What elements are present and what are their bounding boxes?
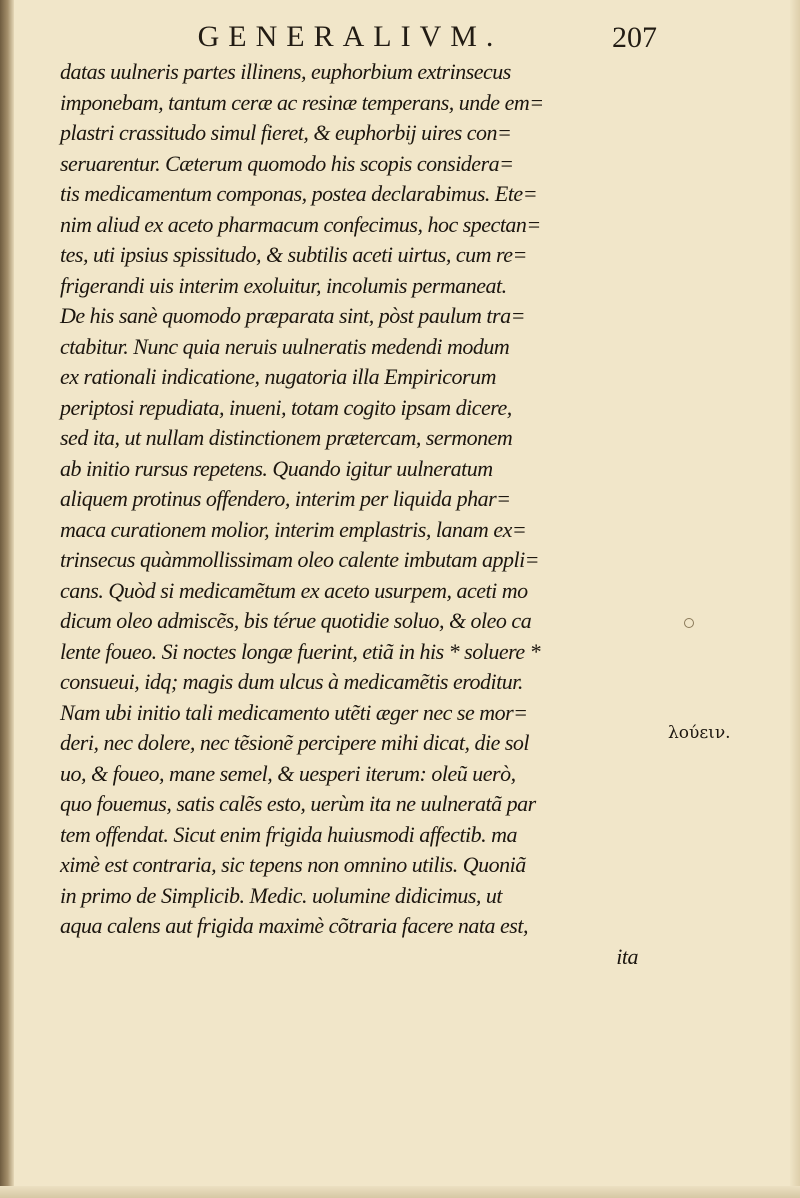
text-line: tes, uti ipsius spissitudo, & subtilis aceti uirtus, cum re= bbox=[60, 242, 527, 267]
body-text bbox=[60, 57, 660, 972]
text-line: De his sanè quomodo præparata sint, pòst paulum tra= bbox=[60, 303, 525, 328]
text-line: deri, nec dolere, nec tẽsionẽ percipere mihi dicat, die sol bbox=[60, 730, 530, 755]
page-edge-bottom bbox=[0, 1186, 800, 1198]
page-edge-right bbox=[790, 0, 800, 1198]
catchword: ita bbox=[616, 943, 638, 969]
text-line: seruarentur. Cæterum quomodo his scopis considera= bbox=[60, 150, 514, 176]
text-line: in primo de Simplicib. Medic. uolumine didicimus, ut bbox=[60, 882, 503, 908]
text-line: tem offendat. Sicut enim frigida huiusmodi affectib. ma bbox=[60, 821, 518, 847]
text-line: nim aliud ex aceto pharmacum confecimus, hoc spectan= bbox=[60, 211, 541, 237]
text-line: dicum oleo admiscẽs, bis térue quotidie soluo, & oleo ca bbox=[60, 608, 532, 633]
text-line: aliquem protinus offendero, interim per liquida phar= bbox=[60, 486, 511, 511]
text-line: maca curationem molior, interim emplastris, lanam ex= bbox=[60, 516, 527, 542]
text-line: aqua calens aut frigida maximè cõtraria facere nata est, bbox=[60, 913, 528, 938]
text-line: lente foueo. Si noctes longæ fuerint, etiã in his * soluere * bbox=[60, 638, 541, 664]
text-line: ex rationali indicatione, nugatoria illa Empiricorum bbox=[60, 364, 496, 389]
text-line: sed ita, ut nullam distinctionem prætercam, sermonem bbox=[60, 425, 513, 450]
text-line: ctabitur. Nunc quia neruis uulneratis medendi modum bbox=[60, 333, 510, 359]
text-line: plastri crassitudo simul fieret, & euphorbij uires con= bbox=[60, 120, 512, 145]
text-line: ab initio rursus repetens. Quando igitur uulneratum bbox=[60, 455, 493, 481]
text-line: frigerandi uis interim exoluitur, incolumis permaneat. bbox=[60, 272, 507, 298]
text-line: tis medicamentum componas, postea declarabimus. Ete= bbox=[60, 181, 538, 206]
text-line: imponebam, tantum ceræ ac resinæ temperans, unde em= bbox=[60, 89, 544, 115]
page-number: 207 bbox=[612, 21, 657, 54]
text-line: ximè est contraria, sic tepens non omnino utilis. Quoniã bbox=[60, 852, 526, 877]
text-line: consueui, idq; magis dum ulcus à medicamẽtis eroditur. bbox=[60, 669, 523, 694]
text-line: trinsecus quàmmollissimam oleo calente imbutam appli= bbox=[60, 547, 540, 572]
text-line: Nam ubi initio tali medicamento utẽti æger nec se mor= bbox=[60, 699, 528, 725]
text-line: uo, & foueo, mane semel, & uesperi iterum: oleũ uerò, bbox=[60, 760, 516, 786]
text-line: periptosi repudiata, inueni, totam cogito ipsam dicere, bbox=[60, 394, 512, 420]
text-line: quo fouemus, satis calẽs esto, uerùm ita ne uulneratã par bbox=[60, 791, 536, 816]
text-line: cans. Quòd si medicamẽtum ex aceto usurpem, aceti mo bbox=[60, 577, 528, 603]
margin-mark bbox=[684, 618, 694, 628]
margin-note: λούειν. bbox=[668, 723, 731, 743]
text-line: datas uulneris partes illinens, euphorbium extrinsecus bbox=[60, 59, 511, 84]
running-head: GENERALIVM. bbox=[197, 20, 503, 53]
binding-gutter bbox=[0, 0, 14, 1198]
